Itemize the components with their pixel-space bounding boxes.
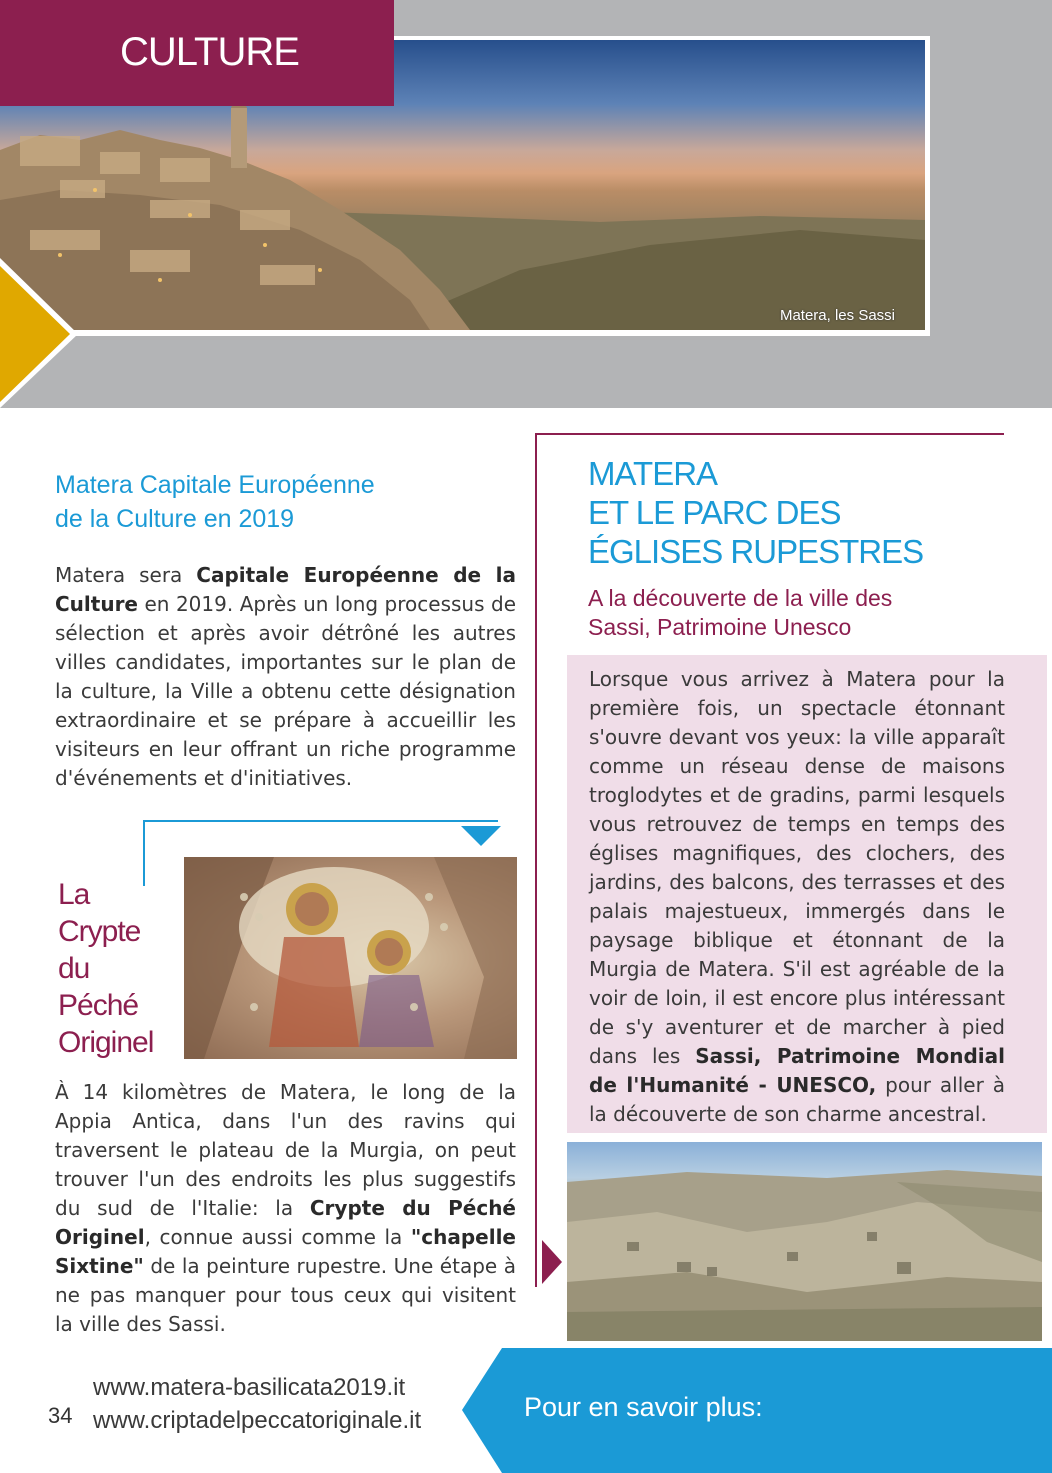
footer-label: Pour en savoir plus: [524, 1392, 763, 1422]
text-run: , connue aussi comme la [144, 1225, 411, 1249]
highlight-paragraph [589, 665, 1005, 1129]
website-link[interactable]: www.matera-basilicata2019.it [93, 1374, 406, 1401]
subheading-line: A la découverte de la ville des [588, 585, 893, 611]
main-heading-line: ÉGLISES RUPESTRES [588, 533, 924, 570]
text-run: Lorsque vous arrivez à Matera pour la première fois, un spectacle étonnant s'ouvre devant vos yeux: la ville apparaît comme un réseau dense de maisons troglodytes et de gradins, parmi lesquels vous retrouvez de temps en temps des églises magnifiques, des clochers, des jardins, des balcons, des terrasses et des palais majestueux, immergés dans le paysage biblique et étonnant de la Murgia de Matera. S'il est agréable de la voir de loin, il est encore plus intéressant de s'y aventurer et de marcher à pied dans les [589, 667, 1005, 1068]
text-run: pour aller à la découverte de son charme ancestral. [589, 1073, 1005, 1126]
text-run: en 2019. Après un long processus de sélection et après avoir détrôné les autres villes candidates, importantes sur le plan de la culture, la Ville a obtenu cette désignation extraordinaire et se prépare à accueillir les visiteurs en leur offrant un riche programme d'événements et d'initiatives. [55, 592, 516, 790]
crypt-heading-line: La [58, 878, 90, 911]
photo-caption: Matera, les Sassi [779, 307, 895, 324]
crypt-heading-line: Originel [58, 1026, 154, 1059]
crypt-paragraph [55, 1078, 516, 1339]
crypt-fresco-photo [184, 857, 517, 1059]
text-run: À 14 kilomètres de Matera, le long de la Appia Antica, dans l'un des ravins qui traversent le plateau de la Murgia, on peut trouver l'un des endroits les plus suggestifs du sud de l'Italie: la [55, 1080, 516, 1220]
website-link[interactable]: www.criptadelpeccatoriginale.it [93, 1407, 422, 1434]
bold-text: Sassi, Patrimoine Mondial de l'Humanité - UNESCO, [589, 1044, 1005, 1097]
intro-paragraph [55, 561, 516, 793]
yellow-arrow-icon [0, 258, 80, 408]
intro-heading-line: Matera Capitale Européenne [55, 471, 375, 499]
crypt-heading [58, 876, 178, 1061]
main-heading [588, 454, 1008, 571]
main-subheading [588, 584, 1008, 642]
main-heading-line: MATERA [588, 455, 718, 492]
murgia-ravine-photo [567, 1142, 1042, 1341]
text-run: Matera sera [55, 563, 197, 587]
main-heading-line: ET LE PARC DES [588, 494, 841, 531]
bold-text: Crypte du Péché Originel [55, 1196, 516, 1249]
crypt-heading-line: du [58, 952, 90, 985]
intro-heading-line: de la Culture en 2019 [55, 505, 295, 533]
bold-text: "chapelle Sixtine" [55, 1225, 516, 1278]
crypt-heading-line: Péché [58, 989, 139, 1022]
intro-heading [55, 468, 515, 536]
subheading-line: Sassi, Patrimoine Unesco [588, 614, 852, 640]
bold-text: Capitale Européenne de la Culture [55, 563, 516, 616]
crypt-heading-line: Crypte [58, 915, 141, 948]
page-number: 34 [48, 1403, 73, 1428]
section-title: CULTURE [120, 30, 299, 74]
text-run: de la peinture rupestre. Une étape à ne pas manquer pour tous ceux qui visitent la ville des Sassi. [55, 1254, 516, 1336]
